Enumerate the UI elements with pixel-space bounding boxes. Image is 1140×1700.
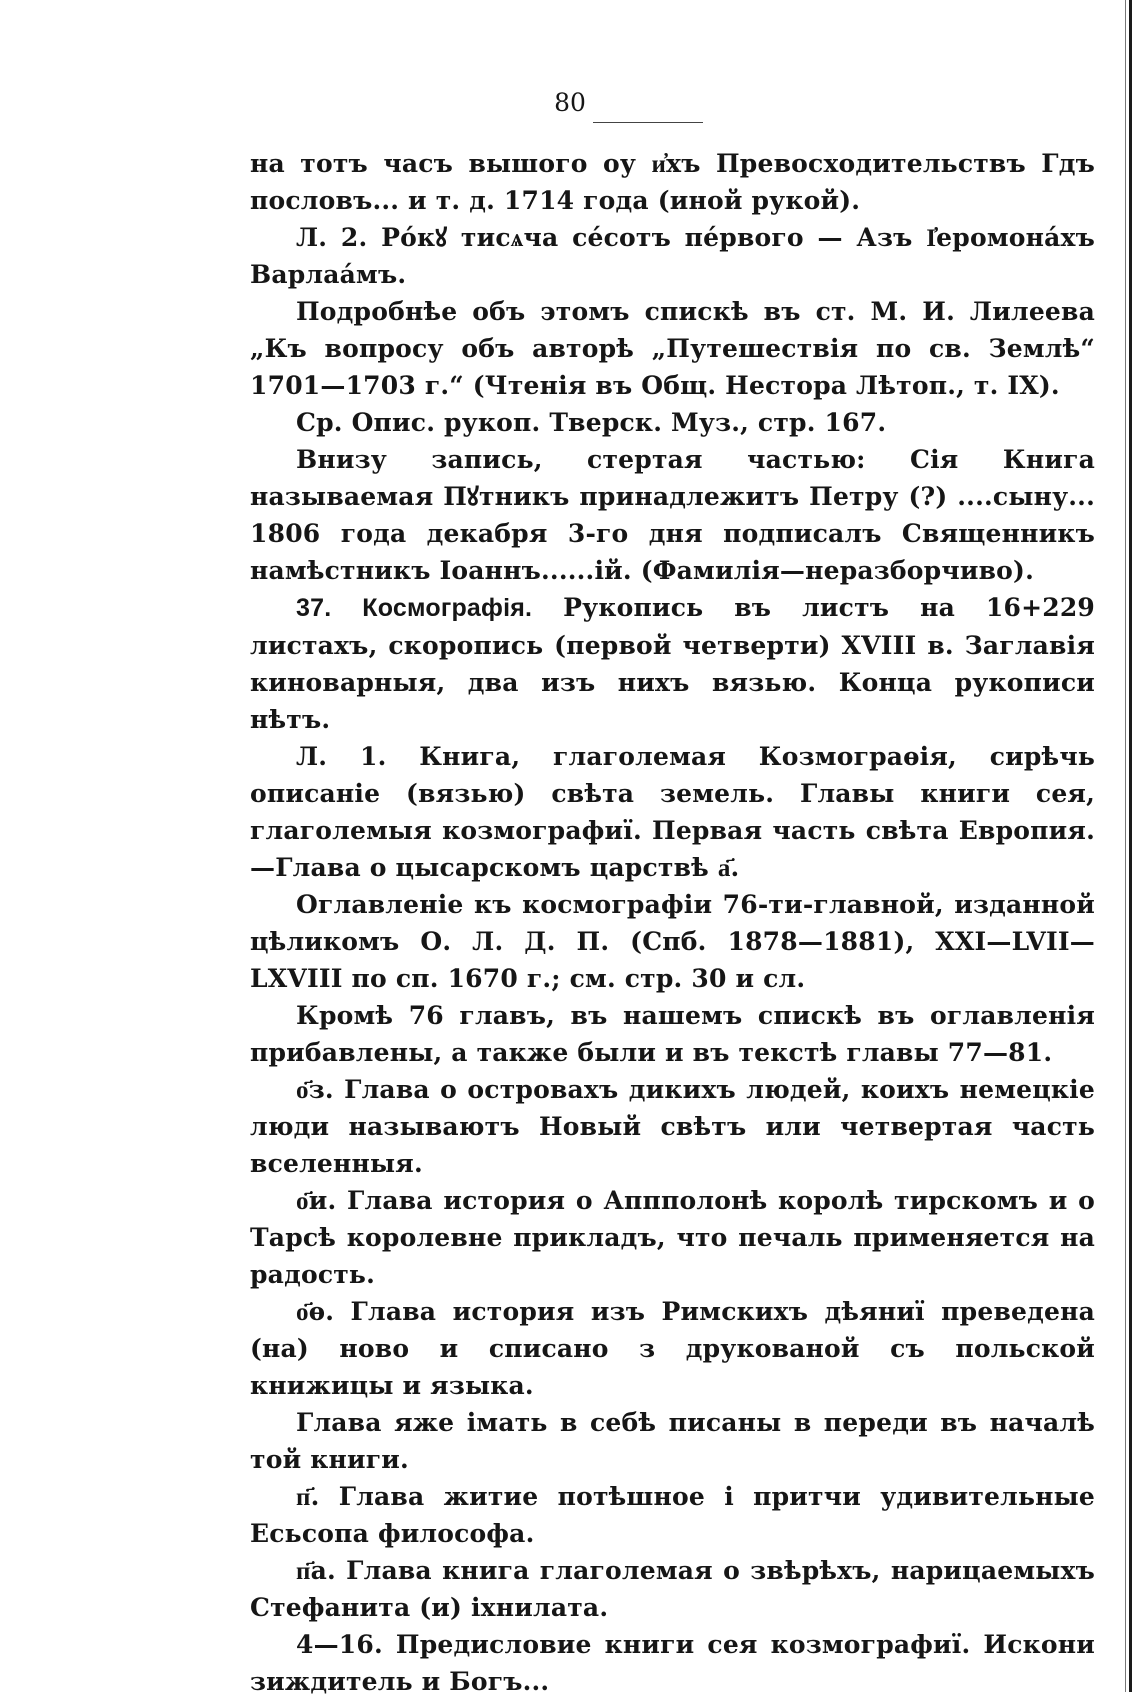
chapter-note: Глава яже імать в себѣ писаны в переди въ началѣ той книги. bbox=[250, 1408, 1095, 1474]
paragraph-bottom-note: Внизу запись, стертая частью: Сія Книга называемая Пꙋтникъ принадлежитъ Петру (?) ....сыну... 1806 года декабря 3-го дня подписалъ Священникъ намѣстникъ Іоаннъ......ій. (Фамилія—неразборчиво). bbox=[250, 445, 1095, 585]
paragraph-tver-museum-reference: Ср. Опис. рукоп. Тверск. Муз., стр. 167. bbox=[296, 408, 887, 437]
paragraph-lileev-reference: Подробнѣе объ этомъ спискѣ въ ст. М. И. Лилеева „Къ вопросу объ авторѣ „Путешествія по св. Землѣ“ 1701—1703 г.“ (Чтенія въ Общ. Нестора Лѣтоп., т. IX). bbox=[250, 297, 1095, 400]
page-number: 80 bbox=[554, 88, 586, 117]
entry-title: Космографія. bbox=[362, 594, 533, 622]
paragraph-preface: 4—16. Предисловие книги сея козмографиї. Искони зиждитель и Богъ... bbox=[250, 1630, 1095, 1696]
paragraph-continuation: на тотъ часъ вышого оу и҆хъ Превосходительствъ Гдъ пословъ... и т. д. 1714 года (иной рукой). bbox=[250, 149, 1095, 215]
paragraph-added-chapters: Кромѣ 76 главъ, въ нашемъ спискѣ въ оглавленія прибавлены, а также были и въ текстѣ главы 77—81. bbox=[250, 1001, 1095, 1067]
chapter-80: п҃. Глава житие потѣшное і притчи удивительные Есьсопа философа. bbox=[250, 1482, 1095, 1548]
chapter-78: о҃и. Глава история о Аппполонѣ королѣ тирскомъ и о Тарсѣ королевне прикладъ, что печаль применяется на радость. bbox=[250, 1186, 1095, 1289]
page-edge-line-thin bbox=[1125, 0, 1126, 1692]
chapter-79: о҃ѳ. Глава история изъ Римскихъ дѣяниї преведена (на) ново и списано з друкованой съ польской книжицы и языка. bbox=[250, 1297, 1095, 1400]
page-edge-line bbox=[1129, 0, 1132, 1692]
chapter-77: о҃з. Глава о островахъ дикихъ людей, коихъ немецкіе люди называютъ Новый свѣтъ или четвертая часть вселенныя. bbox=[250, 1075, 1095, 1178]
entry-number: 37. bbox=[296, 594, 332, 622]
chapter-81: п҃а. Глава книга глаголемая о звѣрѣхъ, нарицаемыхъ Стефанита (и) іхнилата. bbox=[250, 1556, 1095, 1622]
entry-37 bbox=[250, 589, 1095, 738]
paragraph-leaf-2: Л. 2. Ро́кꙋ тисѧча се́сотъ пе́рвого — Азъ І҆еромона́хъ Варлаа́мъ. bbox=[250, 223, 1095, 289]
page-number-rule bbox=[593, 122, 703, 123]
paragraph-table-of-contents: Оглавленіе къ космографіи 76-ти-главной, изданной цѣликомъ О. Л. Д. П. (Спб. 1878—1881), XXI—LVII—LXVIII по сп. 1670 г.; см. стр. 30 и сл. bbox=[250, 890, 1095, 993]
paragraph-leaf-1: Л. 1. Книга, глаголемая Козмограѳія, сирѣчь описаніе (вязью) свѣта земель. Главы книги сея, глаголемыя козмографиї. Первая часть свѣта Европия.—Глава о цысарскомъ царствѣ а҃. bbox=[250, 742, 1095, 882]
page-body bbox=[250, 145, 1095, 1700]
entry-description: Рукопись въ листъ на 16+229 листахъ, скоропись (первой четверти) XVIII в. Заглавія киноварныя, два изъ нихъ вязью. Конца рукописи нѣтъ. bbox=[250, 593, 1096, 734]
